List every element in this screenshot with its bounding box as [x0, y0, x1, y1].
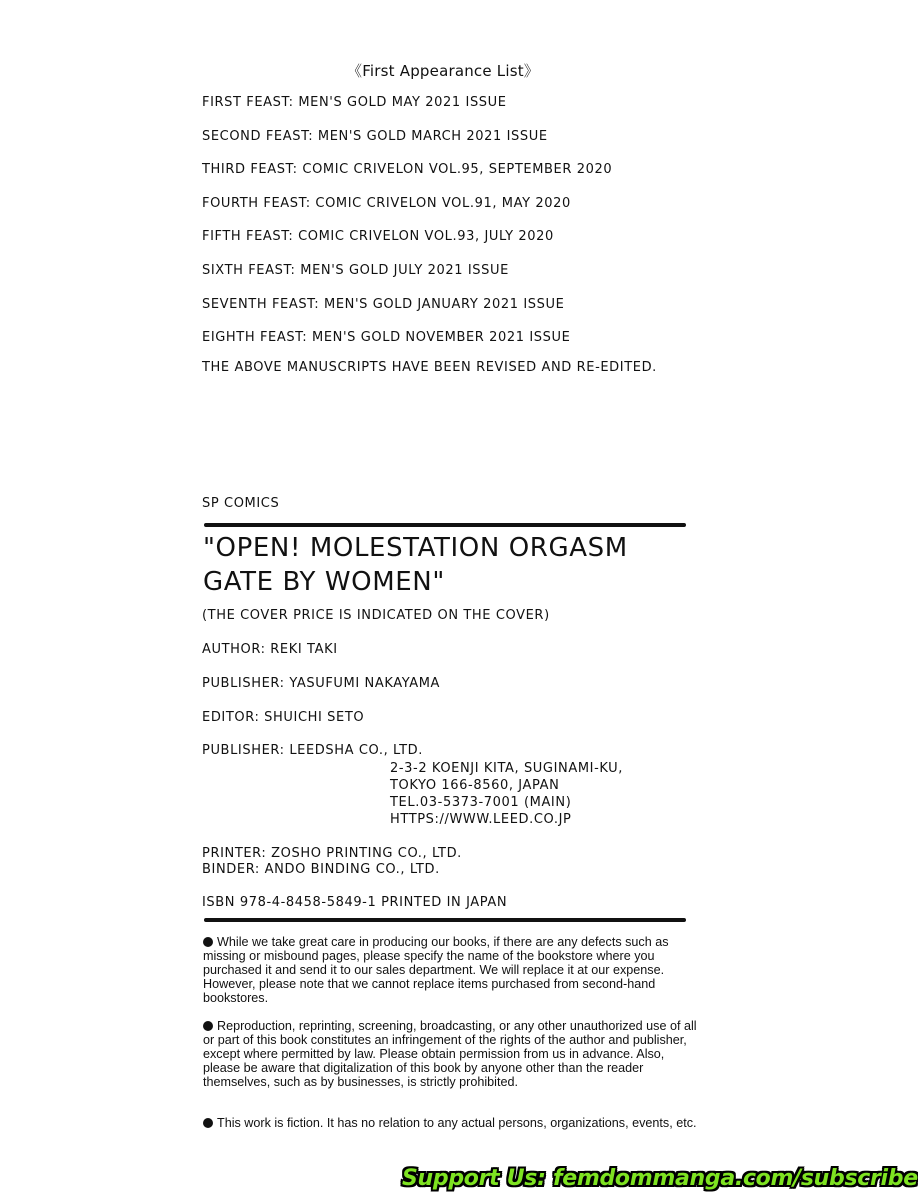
- printer-line: PRINTER: ZOSHO PRINTING CO., LTD.: [202, 846, 462, 861]
- address-line: TOKYO 166-8560, JAPAN: [390, 778, 560, 793]
- revised-note: THE ABOVE MANUSCRIPTS HAVE BEEN REVISED AND RE-EDITED.: [202, 360, 657, 375]
- publisher-address: [390, 760, 623, 828]
- notice-text: Reproduction, reprinting, screening, broadcasting, or any other unauthorized use of all or part of this book constitutes an infringement of the rights of the author and publisher, except where permitted by law. Please obtain permission from us in advance. Also, please be aware that digitalization of this book by anyone other than the reader themselves, such as by businesses, is strictly prohibited.: [203, 1019, 697, 1089]
- appearance-entry: SEVENTH FEAST: MEN'S GOLD JANUARY 2021 ISSUE: [202, 296, 565, 312]
- binder-line: BINDER: ANDO BINDING CO., LTD.: [202, 862, 440, 877]
- notice-text: This work is fiction. It has no relation to any actual persons, organizations, events, etc.: [217, 1116, 697, 1130]
- isbn-line: ISBN 978-4-8458-5849-1 PRINTED IN JAPAN: [202, 895, 508, 910]
- first-appearance-title: 《First Appearance List》: [347, 62, 539, 80]
- appearance-entry: SECOND FEAST: MEN'S GOLD MARCH 2021 ISSUE: [202, 128, 548, 144]
- address-line: 2-3-2 KOENJI KITA, SUGINAMI-KU,: [390, 761, 624, 776]
- author-line: AUTHOR: REKI TAKI: [202, 642, 338, 657]
- bottom-divider: [204, 918, 686, 922]
- book-title: "OPEN! MOLESTATION ORGASM GATE BY WOMEN": [203, 533, 628, 597]
- appearance-entry: SIXTH FEAST: MEN'S GOLD JULY 2021 ISSUE: [202, 262, 509, 278]
- first-appearance-list: [202, 92, 612, 361]
- defect-notice: [203, 935, 703, 1005]
- bullet-icon: [203, 1118, 213, 1128]
- appearance-entry: EIGHTH FEAST: MEN'S GOLD NOVEMBER 2021 ISSUE: [202, 330, 571, 346]
- appearance-entry: FOURTH FEAST: COMIC CRIVELON VOL.91, MAY 2020: [202, 195, 571, 211]
- appearance-entry: FIRST FEAST: MEN'S GOLD MAY 2021 ISSUE: [202, 95, 507, 110]
- publisher-company-line: PUBLISHER: LEEDSHA CO., LTD.: [202, 743, 423, 758]
- publisher-person-line: PUBLISHER: YASUFUMI NAKAYAMA: [202, 676, 441, 691]
- top-divider: [204, 523, 686, 527]
- appearance-entry: THIRD FEAST: COMIC CRIVELON VOL.95, SEPTEMBER 2020: [202, 162, 613, 178]
- bullet-icon: [203, 937, 213, 947]
- price-note: (THE COVER PRICE IS INDICATED ON THE COVER): [202, 608, 550, 623]
- imprint-label: SP COMICS: [202, 496, 280, 511]
- support-banner: Support Us: femdommanga.com/subscribe: [402, 1166, 918, 1191]
- fiction-notice: [203, 1116, 703, 1130]
- editor-line: EDITOR: SHUICHI SETO: [202, 710, 365, 725]
- reproduction-notice: [203, 1019, 703, 1089]
- appearance-entry: FIFTH FEAST: COMIC CRIVELON VOL.93, JULY 2020: [202, 229, 554, 245]
- bullet-icon: [203, 1021, 213, 1031]
- address-line: TEL.03-5373-7001 (MAIN): [390, 795, 572, 810]
- website-url: HTTPS://WWW.LEED.CO.JP: [390, 812, 572, 827]
- notice-text: While we take great care in producing our books, if there are any defects such as missing or misbound pages, please specify the name of the bookstore where you purchased it and send it to our sales department. We will replace it at our expense. However, please note that we cannot replace items purchased from second-hand bookstores.: [203, 935, 669, 1005]
